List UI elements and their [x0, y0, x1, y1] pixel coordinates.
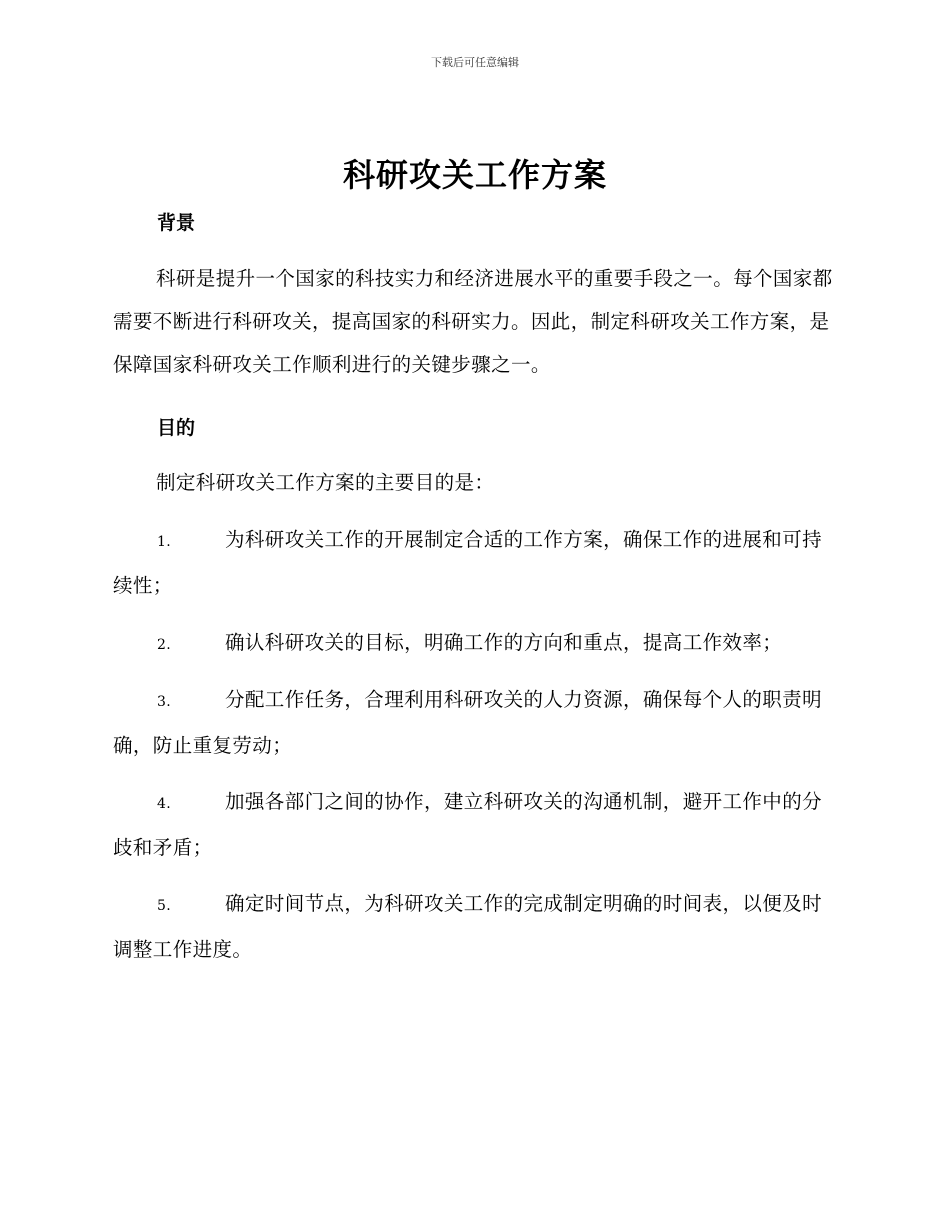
list-item-text: 为科研攻关工作的开展制定合适的工作方案，确保工作的进展和可持续性； [113, 528, 823, 597]
list-item [113, 780, 833, 869]
header-note: 下载后可任意编辑 [431, 56, 519, 69]
list-item-text: 确认科研攻关的目标，明确工作的方向和重点，提高工作效率； [225, 631, 783, 654]
list-item [113, 882, 833, 971]
list-item [113, 518, 833, 607]
document-title: 科研攻关工作方案 [342, 156, 607, 194]
list-item-number: 4. [157, 796, 172, 812]
list-item-text: 加强各部门之间的协作，建立科研攻关的沟通机制，避开工作中的分歧和矛盾； [113, 790, 823, 859]
list-item-number: 1. [157, 534, 172, 550]
list-item-text: 分配工作任务，合理利用科研攻关的人力资源，确保每个人的职责明确，防止重复劳动； [113, 688, 823, 757]
list-item-number: 5. [157, 898, 172, 914]
list-item-number: 3. [157, 694, 172, 710]
section-heading-purpose: 目的 [157, 417, 196, 439]
section-heading-background: 背景 [157, 212, 196, 234]
list-item-number: 2. [157, 637, 172, 653]
list-item [113, 621, 833, 667]
background-paragraph: 科研是提升一个国家的科技实力和经济进展水平的重要手段之一。每个国家都需要不断进行科研攻关，提高国家的科研实力。因此，制定科研攻关工作方案，是保障国家科研攻关工作顺利进行的关键步骤之一。 [113, 267, 833, 376]
list-item [113, 678, 833, 767]
purpose-intro-paragraph: 制定科研攻关工作方案的主要目的是： [156, 471, 495, 494]
list-item-text: 确定时间节点，为科研攻关工作的完成制定明确的时间表，以便及时调整工作进度。 [113, 892, 823, 961]
